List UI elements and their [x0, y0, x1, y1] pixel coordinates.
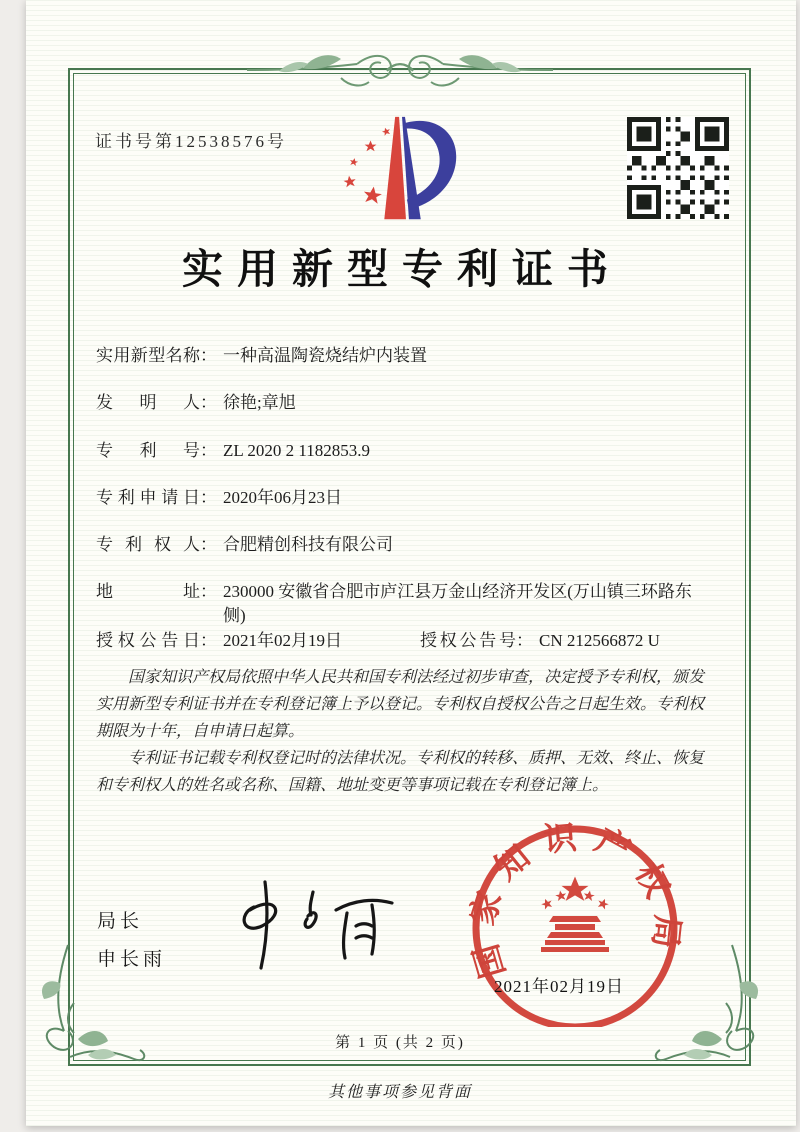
field-colon: ： — [516, 631, 533, 650]
field-value: 2020年06月23日 — [223, 488, 342, 507]
legal-statement — [96, 664, 710, 799]
field-value: 230000 安徽省合肥市庐江县万金山经济开发区(万山镇三环路东侧) — [223, 582, 692, 625]
certificate-title: 实用新型专利证书 — [182, 246, 622, 292]
field-value: ZL 2020 2 1182853.9 — [223, 441, 371, 460]
field-colon: ： — [200, 393, 217, 412]
field-grant-number — [420, 629, 660, 653]
field-grant-date-and-number — [96, 629, 726, 653]
floral-ornament-top-icon — [245, 38, 555, 108]
field-label: 发明人 — [96, 393, 200, 412]
field-label: 授权公告号 — [420, 631, 516, 650]
field-inventor — [96, 391, 726, 415]
field-label: 实用新型名称 — [96, 346, 200, 365]
certificate-number: 证书号第12538576号 — [95, 132, 287, 151]
field-value: 2021年02月19日 — [223, 631, 342, 650]
field-colon: ： — [200, 535, 217, 554]
seal-date: 2021年02月19日 — [494, 977, 624, 996]
cnipa-logo-icon — [340, 110, 468, 235]
legal-statement-paragraph-1: 国家知识产权局依照中华人民共和国专利法经过初步审查，决定授予专利权，颁发实用新型专利证书并在专利登记簿上予以登记。专利权自授权公告之日起生效。专利权期限为十年，自申请日起算。 — [96, 669, 705, 740]
field-label: 专利号 — [96, 441, 200, 460]
field-value: 一种高温陶瓷烧结炉内装置 — [223, 346, 427, 365]
field-utility-model-name — [96, 344, 726, 368]
field-value: CN 212566872 U — [539, 631, 660, 650]
seal-text: 国家知识产权局 — [464, 819, 685, 982]
field-value: 合肥精创科技有限公司 — [223, 535, 393, 554]
back-note: 其他事项参见背面 — [327, 1084, 472, 1101]
page-indicator: 第 1 页 (共 2 页) — [335, 1035, 465, 1051]
qr-code-icon — [627, 117, 729, 219]
field-colon: ： — [200, 582, 217, 601]
field-patentee — [96, 533, 726, 557]
field-label: 专利申请日 — [96, 488, 200, 507]
director-title: 局长 — [97, 911, 144, 932]
svg-text:国家知识产权局 — [464, 818, 685, 982]
field-patent-number — [96, 439, 726, 463]
field-application-date — [96, 486, 726, 510]
legal-statement-paragraph-2: 专利证书记载专利权登记时的法律状况。专利权的转移、质押、无效、终止、恢复和专利权人的姓名或名称、国籍、地址变更等事项记载在专利登记簿上。 — [96, 750, 705, 794]
field-colon: ： — [200, 346, 217, 365]
director-name: 申长雨 — [97, 949, 167, 970]
field-colon: ： — [200, 631, 217, 650]
director-signature-icon — [220, 876, 415, 976]
field-colon: ： — [200, 441, 217, 460]
field-label: 专利权人 — [96, 535, 200, 554]
field-label: 授权公告日 — [96, 631, 200, 650]
field-value: 徐艳;章旭 — [223, 393, 296, 412]
field-colon: ： — [200, 488, 217, 507]
field-label: 地址 — [96, 582, 200, 601]
field-address — [96, 580, 726, 628]
